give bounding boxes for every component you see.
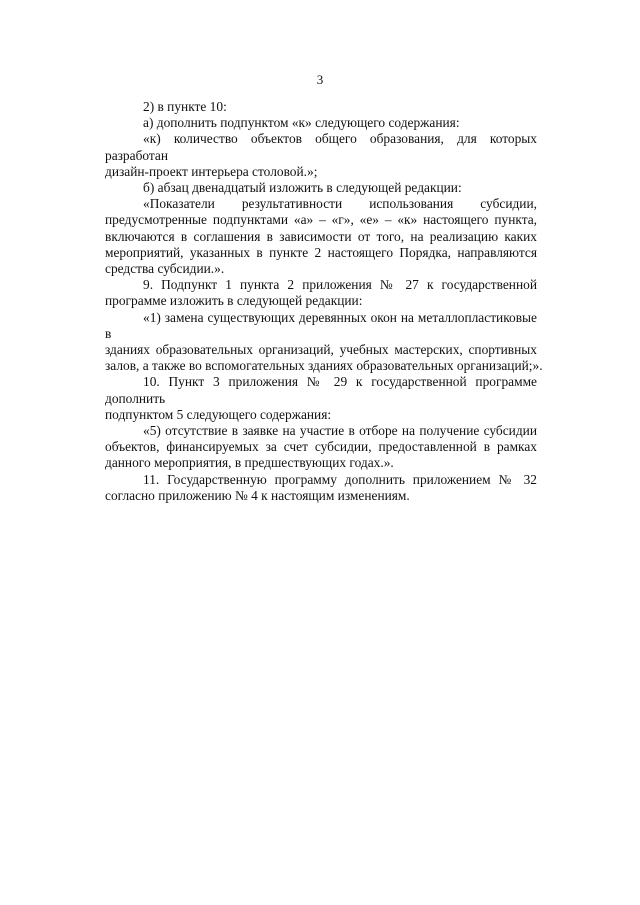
text-line: включаются в соглашения в зависимости от того, на реализацию каких xyxy=(105,228,537,244)
text-line: программе изложить в следующей редакции: xyxy=(105,293,363,309)
paragraph-subitem-5 xyxy=(105,423,537,472)
text-line: данного мероприятия, в предшествующих годах.». xyxy=(105,455,394,471)
text-line: мероприятий, указанных в пункте 2 настоящего Порядка, направляются xyxy=(105,244,537,260)
paragraph-indicators xyxy=(105,196,537,277)
paragraph-item-11 xyxy=(105,472,537,504)
text-line: 10. Пункт 3 приложения № 29 к государственной программе дополнить xyxy=(105,374,537,406)
paragraph-subitem-a xyxy=(105,115,537,131)
paragraph-subitem-b xyxy=(105,180,537,196)
text-line: 9. Подпункт 1 пункта 2 приложения № 27 к государственной xyxy=(143,277,537,293)
paragraph-subitem-k xyxy=(105,131,537,180)
text-line: согласно приложению № 4 к настоящим изменениям. xyxy=(105,487,410,503)
text-line: объектов, финансируемых за счет субсидии, предоставленной в рамках xyxy=(105,439,537,455)
text-line: дизайн-проект интерьера столовой.»; xyxy=(105,163,318,179)
text-line: «1) замена существующих деревянных окон на металлопластиковые в xyxy=(105,309,537,341)
text-line: залов, а также во вспомогательных зданиях образовательных организаций;». xyxy=(105,358,543,374)
paragraph-windows-replacement xyxy=(105,309,543,375)
text-line: «Показатели результативности использования субсидии, xyxy=(143,196,537,212)
text-line: б) абзац двенадцатый изложить в следующей редакции: xyxy=(143,180,462,196)
text-line: зданиях образовательных организаций, учебных мастерских, спортивных xyxy=(105,342,537,358)
text-line: «к) количество объектов общего образования, для которых разработан xyxy=(105,131,537,163)
text-line: предусмотренные подпунктами «а» – «г», «е» – «к» настоящего пункта, xyxy=(105,212,537,228)
text-line: а) дополнить подпунктом «к» следующего содержания: xyxy=(143,115,460,131)
text-line: подпунктом 5 следующего содержания: xyxy=(105,406,332,422)
text-line: средства субсидии.». xyxy=(105,261,225,277)
text-line: 2) в пункте 10: xyxy=(143,99,227,114)
document-body xyxy=(105,99,543,504)
paragraph-item-2-amendment xyxy=(105,99,537,115)
text-line: 11. Государственную программу дополнить приложением № 32 xyxy=(143,471,537,487)
paragraph-item-10 xyxy=(105,374,537,423)
paragraph-item-9 xyxy=(105,277,537,309)
text-line: «5) отсутствие в заявке на участие в отборе на получение субсидии xyxy=(143,423,537,439)
page-number: 3 xyxy=(316,72,324,87)
